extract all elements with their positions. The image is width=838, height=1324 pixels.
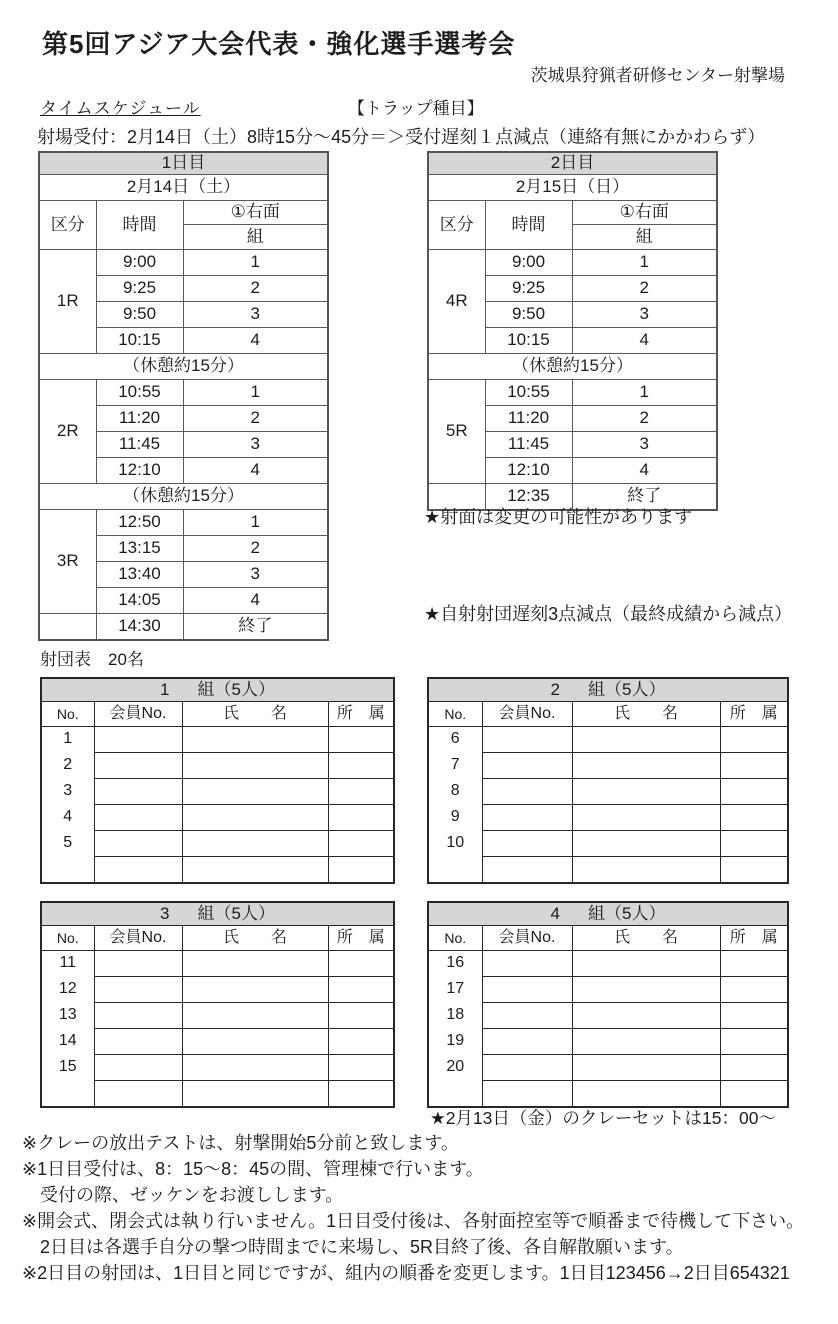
affiliation-cell bbox=[720, 831, 788, 857]
name-cell bbox=[182, 951, 328, 977]
time-cell: 13:40 bbox=[96, 562, 183, 588]
member-no-cell bbox=[482, 727, 572, 753]
member-no-cell bbox=[482, 779, 572, 805]
round-label-1r: 1R bbox=[39, 250, 96, 354]
name-cell bbox=[182, 779, 328, 805]
member-no-cell bbox=[482, 1055, 572, 1081]
affiliation-cell bbox=[720, 1055, 788, 1081]
member-no-cell bbox=[94, 779, 182, 805]
time-cell: 12:10 bbox=[96, 458, 183, 484]
affiliation-cell bbox=[328, 727, 394, 753]
final-time-cell: 14:30 bbox=[96, 614, 183, 641]
col-header-time: 時間 bbox=[96, 201, 183, 250]
roster-table-1 bbox=[40, 677, 395, 884]
name-cell bbox=[572, 1055, 720, 1081]
member-no-cell bbox=[94, 977, 182, 1003]
roster-table-4 bbox=[427, 901, 789, 1108]
group-number: 4 bbox=[550, 904, 560, 924]
member-no-cell bbox=[94, 753, 182, 779]
time-cell: 14:05 bbox=[96, 588, 183, 614]
row-number-cell: 13 bbox=[41, 1003, 94, 1029]
remark-line: ※開会式、閉会式は執り行いません。1日目受付後は、各射面控室等で順番まで待機して下さい。 bbox=[22, 1211, 805, 1231]
roster-col-name: 氏 名 bbox=[572, 702, 720, 727]
time-cell: 9:50 bbox=[96, 302, 183, 328]
day1-schedule-table bbox=[38, 151, 329, 641]
row-number-cell: 7 bbox=[428, 753, 482, 779]
row-number-cell: 3 bbox=[41, 779, 94, 805]
remark-line: ※クレーの放出テストは、射撃開始5分前と致します。 bbox=[22, 1133, 459, 1153]
roster-table-3 bbox=[40, 901, 395, 1108]
group-cell: 3 bbox=[183, 562, 328, 588]
time-cell: 11:45 bbox=[96, 432, 183, 458]
group-title bbox=[428, 902, 788, 926]
group-cell: 4 bbox=[572, 328, 717, 354]
row-number-cell: 10 bbox=[428, 831, 482, 857]
affiliation-cell bbox=[328, 857, 394, 884]
remark-line: ※1日目受付は、8：15～8：45の間、管理棟で行います。 bbox=[22, 1159, 484, 1179]
name-cell bbox=[182, 727, 328, 753]
row-number-cell: 17 bbox=[428, 977, 482, 1003]
day2-header: 2日目 bbox=[428, 152, 717, 175]
time-cell: 11:20 bbox=[96, 406, 183, 432]
roster-col-no: No. bbox=[428, 926, 482, 951]
time-cell: 10:55 bbox=[485, 380, 572, 406]
group-cell: 4 bbox=[183, 328, 328, 354]
face-change-note: ★射面は変更の可能性があります bbox=[424, 507, 693, 527]
name-cell bbox=[572, 753, 720, 779]
group-cell: 2 bbox=[183, 406, 328, 432]
member-no-cell bbox=[482, 805, 572, 831]
affiliation-cell bbox=[720, 951, 788, 977]
name-cell bbox=[572, 805, 720, 831]
member-no-cell bbox=[482, 1003, 572, 1029]
member-no-cell bbox=[482, 1029, 572, 1055]
affiliation-cell bbox=[720, 977, 788, 1003]
venue-label: 茨城県狩猟者研修センター射撃場 bbox=[530, 66, 785, 85]
member-no-cell bbox=[94, 951, 182, 977]
affiliation-cell bbox=[328, 753, 394, 779]
group-number: 1 bbox=[160, 680, 170, 700]
name-cell bbox=[182, 753, 328, 779]
group-title bbox=[428, 678, 788, 702]
time-cell: 10:15 bbox=[485, 328, 572, 354]
affiliation-cell bbox=[720, 1029, 788, 1055]
time-cell: 11:45 bbox=[485, 432, 572, 458]
final-status-cell: 終了 bbox=[183, 614, 328, 641]
row-number-cell: 5 bbox=[41, 831, 94, 857]
time-cell: 12:10 bbox=[485, 458, 572, 484]
document-title: 第5回アジア大会代表・強化選手選考会 bbox=[42, 29, 516, 59]
name-cell bbox=[572, 951, 720, 977]
row-number-cell: 20 bbox=[428, 1055, 482, 1081]
affiliation-cell bbox=[328, 1055, 394, 1081]
row-number-cell: 15 bbox=[41, 1055, 94, 1081]
member-no-cell bbox=[94, 831, 182, 857]
round-label-5r: 5R bbox=[428, 380, 485, 484]
group-cell: 1 bbox=[572, 250, 717, 276]
round-label-3r: 3R bbox=[39, 510, 96, 614]
clay-set-note: ★2月13日（金）のクレーセットは15：00～ bbox=[430, 1108, 776, 1128]
roster-col-affiliation: 所 属 bbox=[328, 926, 394, 951]
time-cell: 9:50 bbox=[485, 302, 572, 328]
roster-col-affiliation: 所 属 bbox=[720, 702, 788, 727]
roster-col-name: 氏 名 bbox=[182, 702, 328, 727]
col-header-group: 組 bbox=[183, 225, 328, 250]
name-cell bbox=[182, 805, 328, 831]
affiliation-cell bbox=[720, 857, 788, 884]
group-title bbox=[41, 678, 394, 702]
roster-col-affiliation: 所 属 bbox=[328, 702, 394, 727]
member-no-cell bbox=[94, 805, 182, 831]
affiliation-cell bbox=[328, 805, 394, 831]
row-number-cell: 8 bbox=[428, 779, 482, 805]
roster-table-2 bbox=[427, 677, 789, 884]
time-cell: 13:15 bbox=[96, 536, 183, 562]
name-cell bbox=[182, 857, 328, 884]
member-no-cell bbox=[482, 857, 572, 884]
day1-header: 1日目 bbox=[39, 152, 328, 175]
affiliation-cell bbox=[720, 753, 788, 779]
affiliation-cell bbox=[328, 831, 394, 857]
row-number-cell: 9 bbox=[428, 805, 482, 831]
roster-col-no: No. bbox=[428, 702, 482, 727]
roster-col-name: 氏 名 bbox=[572, 926, 720, 951]
affiliation-cell bbox=[720, 727, 788, 753]
name-cell bbox=[572, 1029, 720, 1055]
group-suffix: 組（5人） bbox=[588, 904, 666, 924]
time-cell: 9:00 bbox=[485, 250, 572, 276]
row-number-cell bbox=[428, 857, 482, 884]
affiliation-cell bbox=[720, 805, 788, 831]
row-number-cell: 16 bbox=[428, 951, 482, 977]
time-cell: 11:20 bbox=[485, 406, 572, 432]
remark-line: ※2日目の射団は、1日目と同じですが、組内の順番を変更します。1日目123456→2日目654321 bbox=[22, 1263, 790, 1283]
name-cell bbox=[572, 1003, 720, 1029]
group-cell: 1 bbox=[183, 380, 328, 406]
final-status-cell: 終了 bbox=[572, 484, 717, 511]
group-suffix: 組（5人） bbox=[197, 680, 275, 700]
group-cell: 4 bbox=[183, 458, 328, 484]
name-cell bbox=[572, 779, 720, 805]
member-no-cell bbox=[482, 753, 572, 779]
member-no-cell bbox=[94, 727, 182, 753]
member-no-cell bbox=[482, 977, 572, 1003]
roster-col-affiliation: 所 属 bbox=[720, 926, 788, 951]
row-number-cell: 12 bbox=[41, 977, 94, 1003]
remarks-block bbox=[22, 1130, 804, 1286]
name-cell bbox=[182, 1081, 328, 1108]
member-no-cell bbox=[94, 857, 182, 884]
col-header-face: ①右面 bbox=[572, 201, 717, 225]
group-cell: 1 bbox=[572, 380, 717, 406]
group-cell: 1 bbox=[183, 510, 328, 536]
roster-col-member: 会員No. bbox=[94, 926, 182, 951]
member-no-cell bbox=[482, 831, 572, 857]
day1-date: 2月14日（土） bbox=[39, 175, 328, 201]
affiliation-cell bbox=[720, 1081, 788, 1108]
name-cell bbox=[572, 831, 720, 857]
member-no-cell bbox=[482, 951, 572, 977]
roster-col-member: 会員No. bbox=[94, 702, 182, 727]
roster-col-member: 会員No. bbox=[482, 702, 572, 727]
round-label-2r: 2R bbox=[39, 380, 96, 484]
group-cell: 2 bbox=[572, 276, 717, 302]
member-no-cell bbox=[482, 1081, 572, 1108]
col-header-face: ①右面 bbox=[183, 201, 328, 225]
name-cell bbox=[572, 727, 720, 753]
affiliation-cell bbox=[720, 1003, 788, 1029]
group-cell: 3 bbox=[183, 432, 328, 458]
roster-section-label: 射団表 20名 bbox=[40, 650, 144, 669]
name-cell bbox=[572, 1081, 720, 1108]
name-cell bbox=[182, 1055, 328, 1081]
break-row: （休憩約15分） bbox=[428, 354, 717, 380]
time-cell: 9:25 bbox=[96, 276, 183, 302]
group-cell: 4 bbox=[572, 458, 717, 484]
time-cell: 9:00 bbox=[96, 250, 183, 276]
row-number-cell: 11 bbox=[41, 951, 94, 977]
affiliation-cell bbox=[328, 779, 394, 805]
time-cell: 10:15 bbox=[96, 328, 183, 354]
row-number-cell: 4 bbox=[41, 805, 94, 831]
time-cell: 10:55 bbox=[96, 380, 183, 406]
col-header-kubun: 区分 bbox=[428, 201, 485, 250]
row-number-cell: 2 bbox=[41, 753, 94, 779]
event-category-label: 【トラップ種目】 bbox=[348, 99, 484, 118]
row-number-cell: 14 bbox=[41, 1029, 94, 1055]
row-number-cell: 19 bbox=[428, 1029, 482, 1055]
name-cell bbox=[182, 1003, 328, 1029]
roster-col-name: 氏 名 bbox=[182, 926, 328, 951]
group-suffix: 組（5人） bbox=[197, 904, 275, 924]
break-row: （休憩約15分） bbox=[39, 484, 328, 510]
row-number-cell: 1 bbox=[41, 727, 94, 753]
time-schedule-label: タイムスケジュール bbox=[40, 99, 201, 118]
round-label-4r: 4R bbox=[428, 250, 485, 354]
row-number-cell bbox=[41, 1081, 94, 1108]
row-number-cell: 18 bbox=[428, 1003, 482, 1029]
round-label-empty bbox=[39, 614, 96, 641]
col-header-time: 時間 bbox=[485, 201, 572, 250]
group-number: 2 bbox=[550, 680, 560, 700]
name-cell bbox=[572, 977, 720, 1003]
affiliation-cell bbox=[328, 1003, 394, 1029]
remark-line: 受付の際、ゼッケンをお渡しします。 bbox=[22, 1185, 344, 1205]
row-number-cell bbox=[428, 1081, 482, 1108]
day2-schedule-table bbox=[427, 151, 718, 511]
name-cell bbox=[182, 977, 328, 1003]
member-no-cell bbox=[94, 1029, 182, 1055]
reception-info: 射場受付：2月14日（土）8時15分～45分＝＞受付遅刻１点減点（連絡有無にかかわらず） bbox=[37, 127, 766, 147]
group-cell: 3 bbox=[183, 302, 328, 328]
group-suffix: 組（5人） bbox=[588, 680, 666, 700]
member-no-cell bbox=[94, 1003, 182, 1029]
name-cell bbox=[182, 1029, 328, 1055]
affiliation-cell bbox=[328, 951, 394, 977]
group-number: 3 bbox=[160, 904, 170, 924]
col-header-kubun: 区分 bbox=[39, 201, 96, 250]
day2-date: 2月15日（日） bbox=[428, 175, 717, 201]
group-cell: 3 bbox=[572, 432, 717, 458]
member-no-cell bbox=[94, 1055, 182, 1081]
group-cell: 3 bbox=[572, 302, 717, 328]
affiliation-cell bbox=[720, 779, 788, 805]
affiliation-cell bbox=[328, 1029, 394, 1055]
remark-line: 2日目は各選手自分の撃つ時間までに来場し、5R目終了後、各自解散願います。 bbox=[22, 1237, 684, 1257]
break-row: （休憩約15分） bbox=[39, 354, 328, 380]
group-title bbox=[41, 902, 394, 926]
late-penalty-note: ★自射射団遅刻3点減点（最終成績から減点） bbox=[424, 604, 793, 624]
affiliation-cell bbox=[328, 977, 394, 1003]
group-cell: 2 bbox=[183, 276, 328, 302]
group-cell: 2 bbox=[183, 536, 328, 562]
name-cell bbox=[572, 857, 720, 884]
row-number-cell bbox=[41, 857, 94, 884]
affiliation-cell bbox=[328, 1081, 394, 1108]
roster-col-no: No. bbox=[41, 702, 94, 727]
row-number-cell: 6 bbox=[428, 727, 482, 753]
member-no-cell bbox=[94, 1081, 182, 1108]
time-cell: 12:50 bbox=[96, 510, 183, 536]
time-cell: 9:25 bbox=[485, 276, 572, 302]
name-cell bbox=[182, 831, 328, 857]
group-cell: 1 bbox=[183, 250, 328, 276]
group-cell: 4 bbox=[183, 588, 328, 614]
group-cell: 2 bbox=[572, 406, 717, 432]
roster-col-member: 会員No. bbox=[482, 926, 572, 951]
final-time-cell: 12:35 bbox=[485, 484, 572, 511]
col-header-group: 組 bbox=[572, 225, 717, 250]
roster-col-no: No. bbox=[41, 926, 94, 951]
